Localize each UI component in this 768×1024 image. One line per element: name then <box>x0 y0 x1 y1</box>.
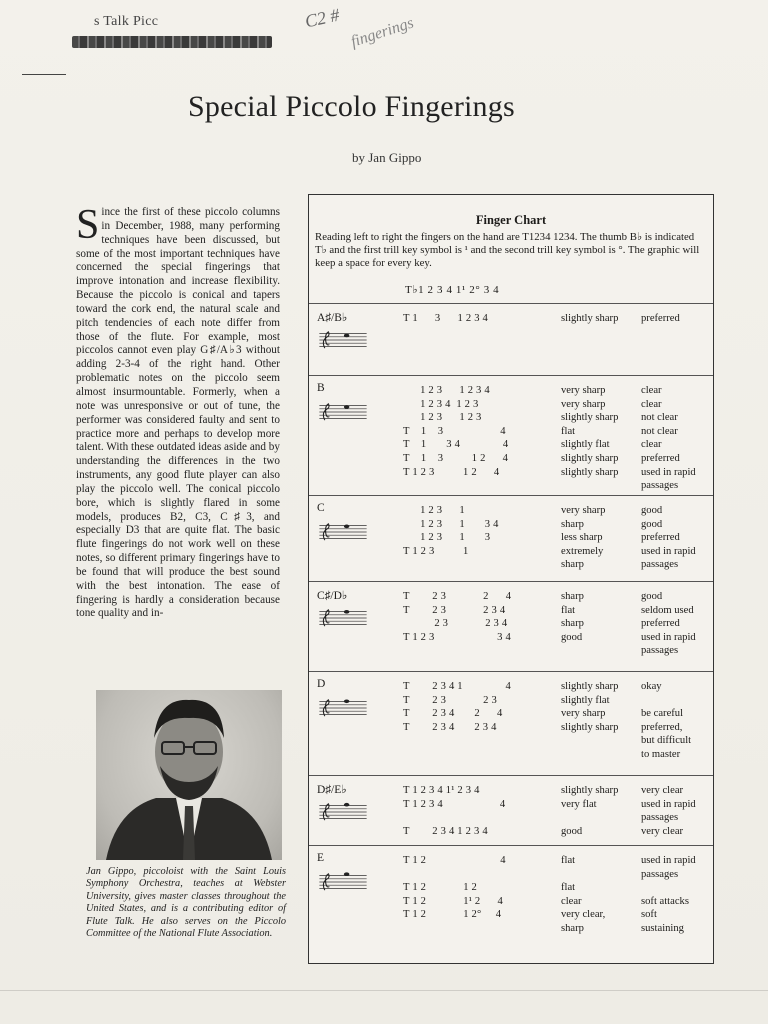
treble-staff-icon <box>317 872 369 892</box>
comment: passages <box>641 480 679 492</box>
handwritten-note-2: fingerings <box>348 14 416 51</box>
fingering: T 1 2 1 2 <box>403 882 478 894</box>
comment: not clear <box>641 412 678 424</box>
comment: used in rapid <box>641 855 696 866</box>
fingering: T 2 3 4 2 4 <box>403 708 503 720</box>
comment: but difficult <box>641 735 692 747</box>
pitch-tendency: slightly sharp <box>561 466 619 478</box>
comment: clear <box>641 439 662 451</box>
fingering: T 1 2 4 <box>403 855 506 866</box>
comment: sustaining <box>641 923 684 934</box>
pitch-tendency: slightly flat <box>561 439 610 451</box>
section-header <box>72 14 292 58</box>
comment: preferred <box>641 618 680 630</box>
comment: passages <box>641 868 679 880</box>
note-section <box>309 775 713 846</box>
pitch-tendency: sharp <box>561 618 584 630</box>
comment: okay <box>641 681 662 692</box>
treble-staff-icon <box>317 330 369 350</box>
section-name: s Talk Picc <box>94 14 159 29</box>
pitch-tendency: slightly sharp <box>561 721 619 733</box>
pitch-tendency: clear <box>561 895 582 907</box>
comment: used in rapid <box>641 798 696 810</box>
pitch-tendency: flat <box>561 604 576 616</box>
article-text: ince the first of these piccolo columns in December, 1988, many performing techniques have been discussed, but some of the most important techniques have concerned the special fingerings that improve intonation and increase flexibility. Because the piccolo is conical and tapers toward the cork end, the natural scale and pitch tendencies of each note differ from those of the flute. For example, most piccolos cannot even play G♯/A♭3 without adding 2-3-4 of the right hand. Other problematic notes on the piccolo seem almost insurmountable. Formerly, when a note was unresponsive or out of tune, the performer was considered faulty and sent to practice more and perhaps to develop more talent. With these outdated ideas aside and by understanding the differences in the two instruments, any good flute player can also play the piccolo well. The conical piccolo bore, which is slightly flared in some models, produces B2, C3, C♯3, and especially D3 that are quite flat. The basic flute fingerings do not work well on these notes, so different primary fingerings have to be found that will produce the best sound with the best intonation. The ease of fingering is hardly a consideration because tone quality and in- <box>76 206 280 620</box>
comment: clear <box>641 398 662 410</box>
treble-staff-icon <box>317 608 369 628</box>
key-header: T♭1 2 3 4 1¹ 2° 3 4 <box>405 284 500 296</box>
pitch-tendency: slightly sharp <box>561 681 619 692</box>
pitch-tendency: slightly flat <box>561 694 610 706</box>
pitch-tendency: very clear, <box>561 909 606 921</box>
note-label: A♯/B♭ <box>317 312 348 324</box>
comment: good <box>641 518 663 530</box>
note-label: D♯/E♭ <box>317 784 347 796</box>
comment: used in rapid <box>641 545 696 557</box>
pitch-tendency: flat <box>561 425 576 437</box>
fingering: T 2 3 2 4 <box>403 591 512 602</box>
comment: very clear <box>641 825 684 837</box>
drop-cap: S <box>76 202 100 248</box>
note-section <box>309 671 713 776</box>
comment: passages <box>641 559 679 571</box>
note-label: B <box>317 382 325 394</box>
pitch-tendency: less sharp <box>561 532 603 544</box>
page-edge-rule <box>0 990 768 991</box>
comment: preferred <box>641 313 680 324</box>
fingering: 1 2 3 1 <box>403 505 465 516</box>
pitch-tendency: very sharp <box>561 385 606 396</box>
fingering: T 1 3 1 2 4 <box>403 453 509 464</box>
pitch-tendency: good <box>561 825 583 837</box>
comment: be careful <box>641 708 684 720</box>
article-byline: by Jan Gippo <box>352 150 422 165</box>
pitch-tendency: flat <box>561 882 576 894</box>
pitch-tendency: sharp <box>561 591 584 602</box>
note-section <box>309 375 713 496</box>
treble-staff-icon <box>317 522 369 542</box>
comment: not clear <box>641 425 678 437</box>
author-portrait-icon <box>96 690 282 860</box>
comment: passages <box>641 645 679 657</box>
pitch-tendency: slightly sharp <box>561 412 619 424</box>
note-section <box>309 495 713 582</box>
fingering: 1 2 3 4 1 2 3 <box>403 398 479 410</box>
fingering: 2 3 2 3 4 <box>403 618 508 630</box>
fingering: T 1 2 3 1 2 4 <box>403 466 500 478</box>
section-header-graphic <box>72 36 272 48</box>
fingering: T 1 2 3 4 4 <box>403 798 506 810</box>
pitch-tendency: sharp <box>561 559 584 571</box>
handwritten-note: C2 # <box>303 4 342 32</box>
fingering: T 1 2 3 4 1¹ 2 3 4 <box>403 785 480 796</box>
pitch-tendency: good <box>561 631 583 643</box>
pitch-tendency: extremely <box>561 545 604 557</box>
comment: used in rapid <box>641 631 696 643</box>
fingering: 1 2 3 1 3 <box>403 532 491 544</box>
fingering: 1 2 3 1 3 4 <box>403 518 499 530</box>
finger-chart <box>308 194 714 964</box>
photo-caption: Jan Gippo, piccoloist with the Saint Louis Symphony Orchestra, teaches at Webster University, gives master classes throughout the United States, and is a contributing editor of Flute Talk. He also serves on the Piccolo Committee of the National Flute Association. <box>86 866 286 940</box>
fingering: T 1 3 4 <box>403 425 506 437</box>
fingering: 1 2 3 1 2 3 <box>403 412 482 424</box>
fingering: T 1 2 1 2° 4 <box>403 909 502 921</box>
comment: used in rapid <box>641 466 696 478</box>
comment: passages <box>641 812 679 824</box>
fingering: T 1 2 3 1 <box>403 545 469 557</box>
treble-staff-icon <box>317 402 369 422</box>
note-label: D <box>317 678 326 690</box>
note-label: C <box>317 502 325 514</box>
note-section <box>309 303 713 376</box>
treble-staff-icon <box>317 802 369 822</box>
chart-title: Finger Chart <box>475 213 547 227</box>
margin-rule <box>22 74 66 75</box>
pitch-tendency: slightly sharp <box>561 313 619 324</box>
comment: soft attacks <box>641 895 689 907</box>
fingering: T 2 3 4 1 4 <box>403 681 512 692</box>
note-label: C♯/D♭ <box>317 590 348 602</box>
fingering: T 1 2 1¹ 2 4 <box>403 895 504 907</box>
fingering: 1 2 3 1 2 3 4 <box>403 385 490 396</box>
note-section <box>309 845 713 964</box>
treble-staff-icon <box>317 698 369 718</box>
comment: preferred <box>641 453 680 464</box>
chart-intro: Reading left to right the fingers on the hand are T1234 1234. The thumb B♭ is indicated T♭ and the first trill key symbol is ¹ and the second trill key symbol is °. The graphic will keep a space for every key. <box>315 231 700 270</box>
comment: very clear <box>641 785 684 796</box>
comment: clear <box>641 385 662 396</box>
comment: preferred, <box>641 721 683 733</box>
pitch-tendency: slightly sharp <box>561 785 619 796</box>
note-label: E <box>317 852 325 864</box>
pitch-tendency: very sharp <box>561 505 606 516</box>
pitch-tendency: very flat <box>561 798 597 810</box>
fingering: T 1 3 1 2 3 4 <box>403 313 489 324</box>
fingering: T 2 3 2 3 4 <box>403 604 506 616</box>
fingering: T 1 2 3 3 4 <box>403 631 512 643</box>
comment: good <box>641 505 663 516</box>
comment: seldom used <box>641 604 694 616</box>
fingering: T 2 3 4 1 2 3 4 <box>403 825 488 837</box>
pitch-tendency: very sharp <box>561 708 606 720</box>
comment: preferred <box>641 532 680 544</box>
fingering: T 2 3 2 3 <box>403 694 497 706</box>
author-photo <box>96 690 282 860</box>
pitch-tendency: sharp <box>561 923 584 934</box>
pitch-tendency: slightly sharp <box>561 453 619 464</box>
fingering: T 2 3 4 2 3 4 <box>403 721 497 733</box>
comment: soft <box>641 909 657 921</box>
pitch-tendency: very sharp <box>561 398 606 410</box>
comment: good <box>641 591 663 602</box>
article-body <box>76 202 280 621</box>
pitch-tendency: sharp <box>561 518 584 530</box>
article-title: Special Piccolo Fingerings <box>188 90 515 123</box>
fingering: T 1 3 4 4 <box>403 439 509 451</box>
note-section <box>309 581 713 672</box>
pitch-tendency: flat <box>561 855 576 866</box>
comment: to master <box>641 749 681 760</box>
